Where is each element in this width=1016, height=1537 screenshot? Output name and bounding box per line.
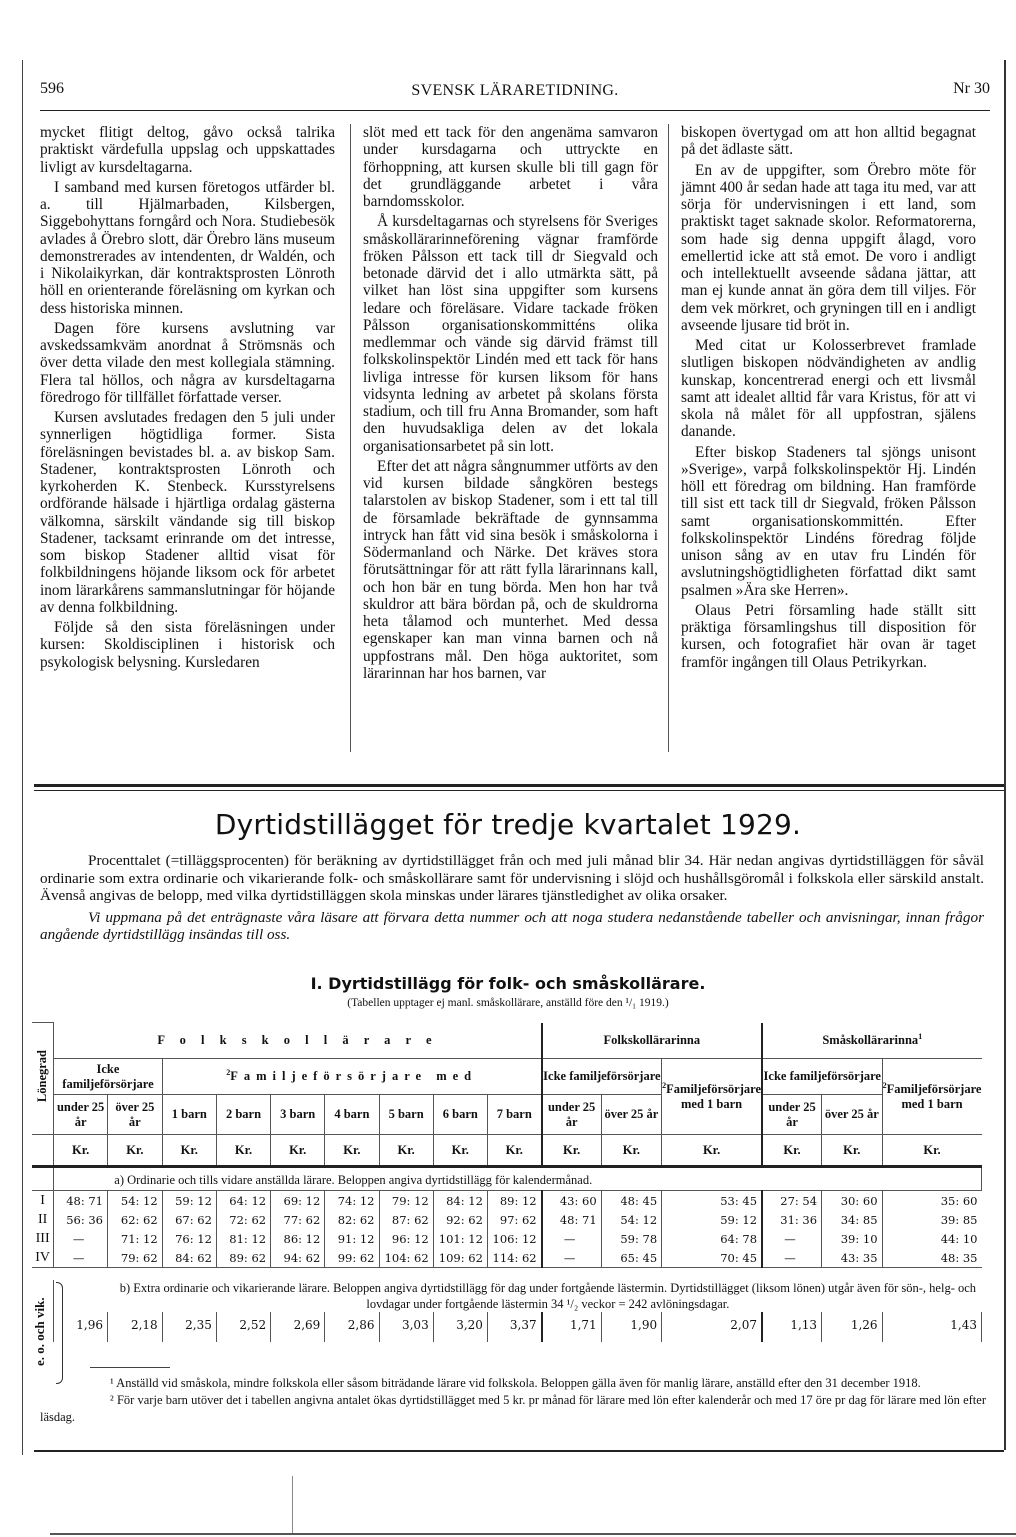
col-header: under 25 år (54, 1095, 108, 1135)
subgroup-fam-1barn (882, 1059, 981, 1135)
paragraph: Med citat ur Kolosserbrevet framlade slutligen biskopen nödvändigheten av andlig kunskap, koncentrerad energi och ett livsmål samt att idealet alltid får vara Kristus, för att vi skola nå målet för all uppfostran, själens danande. (681, 337, 976, 441)
value-cell: 34: 85 (822, 1210, 882, 1229)
subgroup-fam-1barn (662, 1059, 762, 1135)
value-cell: 65: 45 (601, 1248, 661, 1268)
subgroup-fam-med (162, 1059, 541, 1095)
section-b-note: b) Extra ordinarie och vikarierande lärare. Beloppen angiva dyrtidstillägg för dag under fortgående lästermin. Dyrtidstillägget (liksom lönen) utgår även för sön-, helg- och lovdagar under fortgående lästermin 34 ¹/₂ veckor = 242 avlöningsdagar. (54, 1280, 982, 1312)
col-header: 7 barn (487, 1095, 541, 1135)
spacer (32, 1167, 54, 1191)
value-cell: 2,35 (162, 1312, 216, 1342)
table-title: I. Dyrtidstillägg för folk- och småskollärare. (310, 974, 706, 993)
issue-number: Nr 30 (953, 80, 990, 97)
value-cell: 69: 12 (271, 1191, 325, 1211)
group-label: F o l k s k o l l ä r a r e (157, 1032, 438, 1047)
article-column-1 (40, 124, 335, 671)
lonegrad-label: Lönegrad (35, 1050, 50, 1103)
subgroup-label: Familjeförsörjare med 1 barn (666, 1081, 762, 1111)
subgroup-icke-fam: Icke familjeförsörjare (54, 1059, 162, 1095)
value-cell: 3,03 (379, 1312, 433, 1342)
footnote-1: ¹ Anställd vid småskola, mindre folkskola eller såsom biträdande lärare vid folkskola. Beloppen gälla även för manlig lärare, anställd efter den 31 december 1918. (110, 1376, 921, 1390)
value-cell: 91: 12 (325, 1229, 379, 1248)
paragraph: slöt med ett tack för den angenäma samvaron under kursdagarna och uttryckte en förhoppning, att kursen skulle bli till gagn för det grundläggande arbetet i våra barndomsskolor. (363, 124, 658, 210)
unit-cell: Kr. (271, 1135, 325, 1167)
value-cell: 106: 12 (487, 1229, 541, 1248)
value-cell: 79: 62 (107, 1248, 162, 1268)
paragraph: Följde så den sista föreläsningen under kursen: Skoldisciplinen i historisk och psykologisk belysning. Kursledaren (40, 619, 335, 671)
unit-cell: Kr. (433, 1135, 487, 1167)
col-header: under 25 år (542, 1095, 602, 1135)
value-cell: 79: 12 (379, 1191, 433, 1211)
running-header (40, 80, 990, 106)
unit-cell (32, 1135, 54, 1167)
col-header: 5 barn (379, 1095, 433, 1135)
value-cell: 59: 12 (662, 1210, 762, 1229)
paragraph: Efter biskop Stadeners tal sjöngs unisont »Sverige», varpå folkskolinspektör Hj. Lindén höll ett föredrag om bildning. Han framförde till sist ett tack till dr Siegvald, fröken Pålsson samt organisationskommittén. Efter folkskolinspektör Lindéns föredrag följde unison sång av en utav fru Lindén för avslutningshögtidligheten författad dikt samt psalmen »Ära ske Herren». (681, 443, 976, 599)
header-rule (40, 110, 990, 111)
value-cell: 48: 45 (601, 1191, 661, 1211)
value-cell: 89: 12 (487, 1191, 541, 1211)
column-divider (350, 124, 351, 752)
value-cell: 1,13 (762, 1312, 822, 1342)
col-header: 3 barn (271, 1095, 325, 1135)
value-cell: 114: 62 (487, 1248, 541, 1268)
value-cell: 74: 12 (325, 1191, 379, 1211)
value-cell: 1,71 (542, 1312, 602, 1342)
section-rule-thick (34, 784, 1004, 787)
value-cell: 59: 12 (162, 1191, 216, 1211)
paragraph: biskopen övertygad om att hon alltid begagnat på det ädlaste sätt. (681, 124, 976, 159)
value-cell: 31: 36 (762, 1210, 822, 1229)
value-cell: 77: 62 (271, 1210, 325, 1229)
paragraph: mycket flitigt deltog, gåvo också talrika praktiskt värdefulla uppslag och uppskattades livligt av kursdeltagarna. (40, 124, 335, 176)
col-header: 4 barn (325, 1095, 379, 1135)
paragraph: Efter det att några sångnummer utförts av den vid kursen bildade sångkören bestegs talarstolen av biskop Stadener, som i ett tal till de församlade bekräftade de gynnsamma intryck han fått vid sina besök i småskolorna i Södermanland och Närke. Det kräves stora förutsättningar för att rätt fylla lärarinnans kall, och hon bär en tung börda. Men hon har två skuldror att bära bördan på, och de skuldrorna heta tålamod och munterhet. Med dessa egenskaper kan man vinna barnen och nå uppfostrans mål. Den höga auktoritet, som lärarinnan har hos barnen, var (363, 457, 658, 682)
grade-cell: I (32, 1191, 54, 1211)
value-cell: 71: 12 (107, 1229, 162, 1248)
value-cell: 59: 78 (601, 1229, 661, 1248)
unit-cell: Kr. (542, 1135, 602, 1167)
value-cell: 72: 62 (216, 1210, 270, 1229)
value-cell: 87: 62 (379, 1210, 433, 1229)
footnote-ref: 2 (882, 1080, 887, 1090)
unit-cell: Kr. (162, 1135, 216, 1167)
value-cell: 3,37 (487, 1312, 541, 1342)
article-column-2 (363, 124, 658, 682)
value-cell: 97: 62 (487, 1210, 541, 1229)
subgroup-label: Familjeförsörjare med (230, 1069, 478, 1083)
value-cell: 1,90 (601, 1312, 661, 1342)
page-left-border (22, 60, 23, 1455)
value-cell: 48: 35 (882, 1248, 981, 1268)
value-cell: 1,26 (822, 1312, 882, 1342)
value-cell: 56: 36 (54, 1210, 108, 1229)
value-cell: 53: 45 (662, 1191, 762, 1211)
value-cell: 43: 60 (542, 1191, 602, 1211)
unit-cell: Kr. (54, 1135, 108, 1167)
footnotes (40, 1375, 986, 1426)
section-a-note: a) Ordinarie och tills vidare anställda lärare. Beloppen angiva dyrtidstillägg för kalendermånad. (54, 1167, 982, 1191)
value-cell: — (54, 1229, 108, 1248)
article-columns (40, 124, 990, 752)
salary-supplement-table (32, 1022, 982, 1342)
col-header: 2 barn (216, 1095, 270, 1135)
section-b-side-label: e. o. och vik. (32, 1297, 47, 1367)
value-cell: 101: 12 (433, 1229, 487, 1248)
value-cell: 62: 62 (107, 1210, 162, 1229)
brace-icon (56, 1282, 63, 1384)
paragraph: Å kursdeltagarnas och styrelsens för Sveriges småskollärarinneförening vägnar framförde fröken Pålsson ett tack till dr Siegvald och betonade därvid det i allo utmärkta sätt, på vilket han löst sina uppgifter som kursens ledare och föreläsare. Vidare tackade fröken Pålsson organisationskommitténs olika medlemmar och vände sig därvid främst till folkskolinspektör Lindén med ett tack för hans livliga intresse för kursen liksom för hans vidsynta ledning av arbetet på skolans första stadium, och till fru Anna Bromander, som haft den huvudsakliga delen av det lokala organisationsarbetet på sin lott. (363, 213, 658, 455)
footnote-ref: 2 (226, 1067, 231, 1077)
value-cell: 48: 71 (542, 1210, 602, 1229)
col-header: över 25 år (822, 1095, 882, 1135)
value-cell: — (762, 1248, 822, 1268)
table-subtitle: (Tabellen upptager ej manl. småskollärare, anställd före den ¹/₁ 1919.) (347, 997, 669, 1009)
subgroup-icke-fam: Icke familjeförsörjare (762, 1059, 882, 1095)
value-cell: 92: 62 (433, 1210, 487, 1229)
section-rule-thin (34, 790, 1004, 791)
subgroup-label: Familjeförsörjare med 1 barn (886, 1081, 982, 1111)
footnote-ref: 1 (918, 1031, 923, 1041)
unit-cell: Kr. (216, 1135, 270, 1167)
value-cell: 2,52 (216, 1312, 270, 1342)
column-divider (668, 124, 669, 752)
value-cell: 39: 10 (822, 1229, 882, 1248)
appeal-paragraph: Vi uppmana på det enträgnaste våra läsare att förvara detta nummer och att noga studera nedanstående tabeller och anvisningar, innan frågor angående dyrtidstillägg insändas till oss. (40, 908, 984, 943)
unit-cell: Kr. (762, 1135, 822, 1167)
group-folkskollararinna: Folkskollärarinna (542, 1023, 762, 1059)
unit-cell: Kr. (882, 1135, 981, 1167)
grade-cell: III (32, 1229, 54, 1248)
value-cell: 3,20 (433, 1312, 487, 1342)
value-cell: 84: 62 (162, 1248, 216, 1268)
value-cell: 2,86 (325, 1312, 379, 1342)
value-cell: 30: 60 (822, 1191, 882, 1211)
value-cell: 43: 35 (822, 1248, 882, 1268)
paragraph: En av de uppgifter, som Örebro möte för jämnt 400 år sedan hade att taga itu med, var att sörja för undervisningen i ett land, som praktiskt taget saknade skolor. Reformatorerna, som hade sig denna uppgift ålagd, voro emellertid icke att stå emot. De voro i andligt och intellektuellt avseende sådana jättar, att man ej kunde annat än göra dem till viljes. För dem vek mörkret, och gryningen till en i andligt avseende ljusare tid bröt in. (681, 161, 976, 334)
value-cell: 39: 85 (882, 1210, 981, 1229)
value-cell: 94: 62 (271, 1248, 325, 1268)
value-cell: 54: 12 (107, 1191, 162, 1211)
value-cell: — (762, 1229, 822, 1248)
section-b-values-row (32, 1312, 982, 1342)
value-cell: 76: 12 (162, 1229, 216, 1248)
value-cell: 70: 45 (662, 1248, 762, 1268)
value-cell: — (542, 1229, 602, 1248)
value-cell: 27: 54 (762, 1191, 822, 1211)
value-cell: 54: 12 (601, 1210, 661, 1229)
value-cell: 2,07 (662, 1312, 762, 1342)
value-cell: 86: 12 (271, 1229, 325, 1248)
table-row (32, 1229, 982, 1248)
value-cell: 1,96 (54, 1312, 108, 1342)
paragraph: I samband med kursen företogos utfärder bl. a. till Hjälmarbaden, Kilsbergen, Siggebohyttans forngård och Nora. Studiebesök avlades å Örebro slott, där Örebro läns museum demonstrerades av intendenten, dr Waldén, och i Nikolaikyrkan, där kontraktsprosten Lönroth höll en orienterande föreläsning om kyrkan och dess historiska minnen. (40, 178, 335, 317)
group-smaskollararinna (762, 1023, 981, 1059)
col-header: 6 barn (433, 1095, 487, 1135)
value-cell: 82: 62 (325, 1210, 379, 1229)
journal-title: SVENSK LÄRARETIDNING. (411, 82, 619, 99)
row-header (32, 1023, 54, 1135)
paragraph: Kursen avslutades fredagen den 5 juli under synnerligen högtidliga former. Sista föreläsningen bevistades bl. a. av biskop Sam. Stadener, kontraktsprosten Lönroth och kyrkoherden K. Stenbeck. Kursstyrelsens ordförande hälsade i hjärtliga ordalag gästerna välkomna, särskilt vändande sig till biskop Stadener, tacksamt erinrande om det intresse, som biskop Stadener alltid visat för folkbildningens höjande liksom ock för arbetet inom lärarkårens sammanslutningar för höjande av denna folkbildning. (40, 409, 335, 616)
table-row (32, 1248, 982, 1268)
value-cell: 84: 12 (433, 1191, 487, 1211)
value-cell: 96: 12 (379, 1229, 433, 1248)
value-cell: 89: 62 (216, 1248, 270, 1268)
page-right-border (1004, 60, 1006, 1450)
subgroup-icke-fam: Icke familjeförsörjare (542, 1059, 662, 1095)
unit-cell: Kr. (662, 1135, 762, 1167)
value-cell: 64: 78 (662, 1229, 762, 1248)
intro-paragraph: Procenttalet (=tilläggsprocenten) för beräkning av dyrtidstillägget från och med juli månad blir 34. Här nedan angivas dyrtidstilläggen för såväl ordinarie som extra ordinarie och vikarierande folk- och småskollärare samt för undervisning i slöjd och hushållsgöromål i folkskola eller särskild anstalt. Ävenså angivas de belopp, med vilka dyrtidstilläggen skola minskas under lärares tjänstledighet av olika orsaker. (40, 852, 984, 904)
footnote-2: ² För varje barn utöver det i tabellen angivna antalet ökas dyrtidstillägget med 5 kr. pr månad för lärare med lön efter kalenderår och med 17 öre pr dag för lärare med lön efter läsdag. (40, 1393, 986, 1424)
unit-cell: Kr. (487, 1135, 541, 1167)
value-cell: 104: 62 (379, 1248, 433, 1268)
unit-cell: Kr. (107, 1135, 162, 1167)
unit-cell: Kr. (822, 1135, 882, 1167)
value-cell: 109: 62 (433, 1248, 487, 1268)
value-cell: 99: 62 (325, 1248, 379, 1268)
unit-cell: Kr. (379, 1135, 433, 1167)
table-row (32, 1210, 982, 1229)
page-bottom-edge (50, 1533, 1016, 1535)
article-column-3 (681, 124, 976, 671)
unit-cell: Kr. (601, 1135, 661, 1167)
col-header: över 25 år (601, 1095, 661, 1135)
value-cell: 67: 62 (162, 1210, 216, 1229)
value-cell: — (54, 1248, 108, 1268)
col-header: under 25 år (762, 1095, 822, 1135)
page-number: 596 (40, 80, 64, 97)
spacer (32, 1268, 982, 1280)
table-row (32, 1191, 982, 1211)
value-cell: 1,43 (882, 1312, 981, 1342)
col-header: 1 barn (162, 1095, 216, 1135)
value-cell: 35: 60 (882, 1191, 981, 1211)
notice-intro (40, 852, 984, 944)
group-folkskollarare (54, 1023, 542, 1059)
value-cell: 48: 71 (54, 1191, 108, 1211)
footnote-ref: 2 (662, 1080, 667, 1090)
unit-cell: Kr. (325, 1135, 379, 1167)
paragraph: Olaus Petri församling hade ställt sitt präktiga församlingshus till disposition för kursen, och fotografiet här ovan är taget framför ingången till Olaus Petrikyrkan. (681, 601, 976, 671)
group-label: Småskollärarinna (822, 1032, 919, 1047)
footnote-separator (90, 1367, 170, 1368)
bottom-rule (34, 1450, 1004, 1452)
notice-headline: Dyrtidstillägget för tredje kvartalet 1929. (214, 808, 802, 841)
value-cell: 64: 12 (216, 1191, 270, 1211)
value-cell: — (542, 1248, 602, 1268)
value-cell: 44: 10 (882, 1229, 981, 1248)
value-cell: 2,18 (107, 1312, 162, 1342)
value-cell: 2,69 (271, 1312, 325, 1342)
margin-line (292, 1476, 293, 1534)
grade-cell: IV (32, 1248, 54, 1268)
col-header: över 25 år (107, 1095, 162, 1135)
value-cell: 81: 12 (216, 1229, 270, 1248)
grade-cell: II (32, 1210, 54, 1229)
paragraph: Dagen före kursens avslutning var avskedssamkväm anordnat å Strömsnäs och över detta vilade den mest kollegiala stämning. Flera tal höllos, och några av kursdeltagarna föredrogo för tillfället författade verser. (40, 319, 335, 406)
